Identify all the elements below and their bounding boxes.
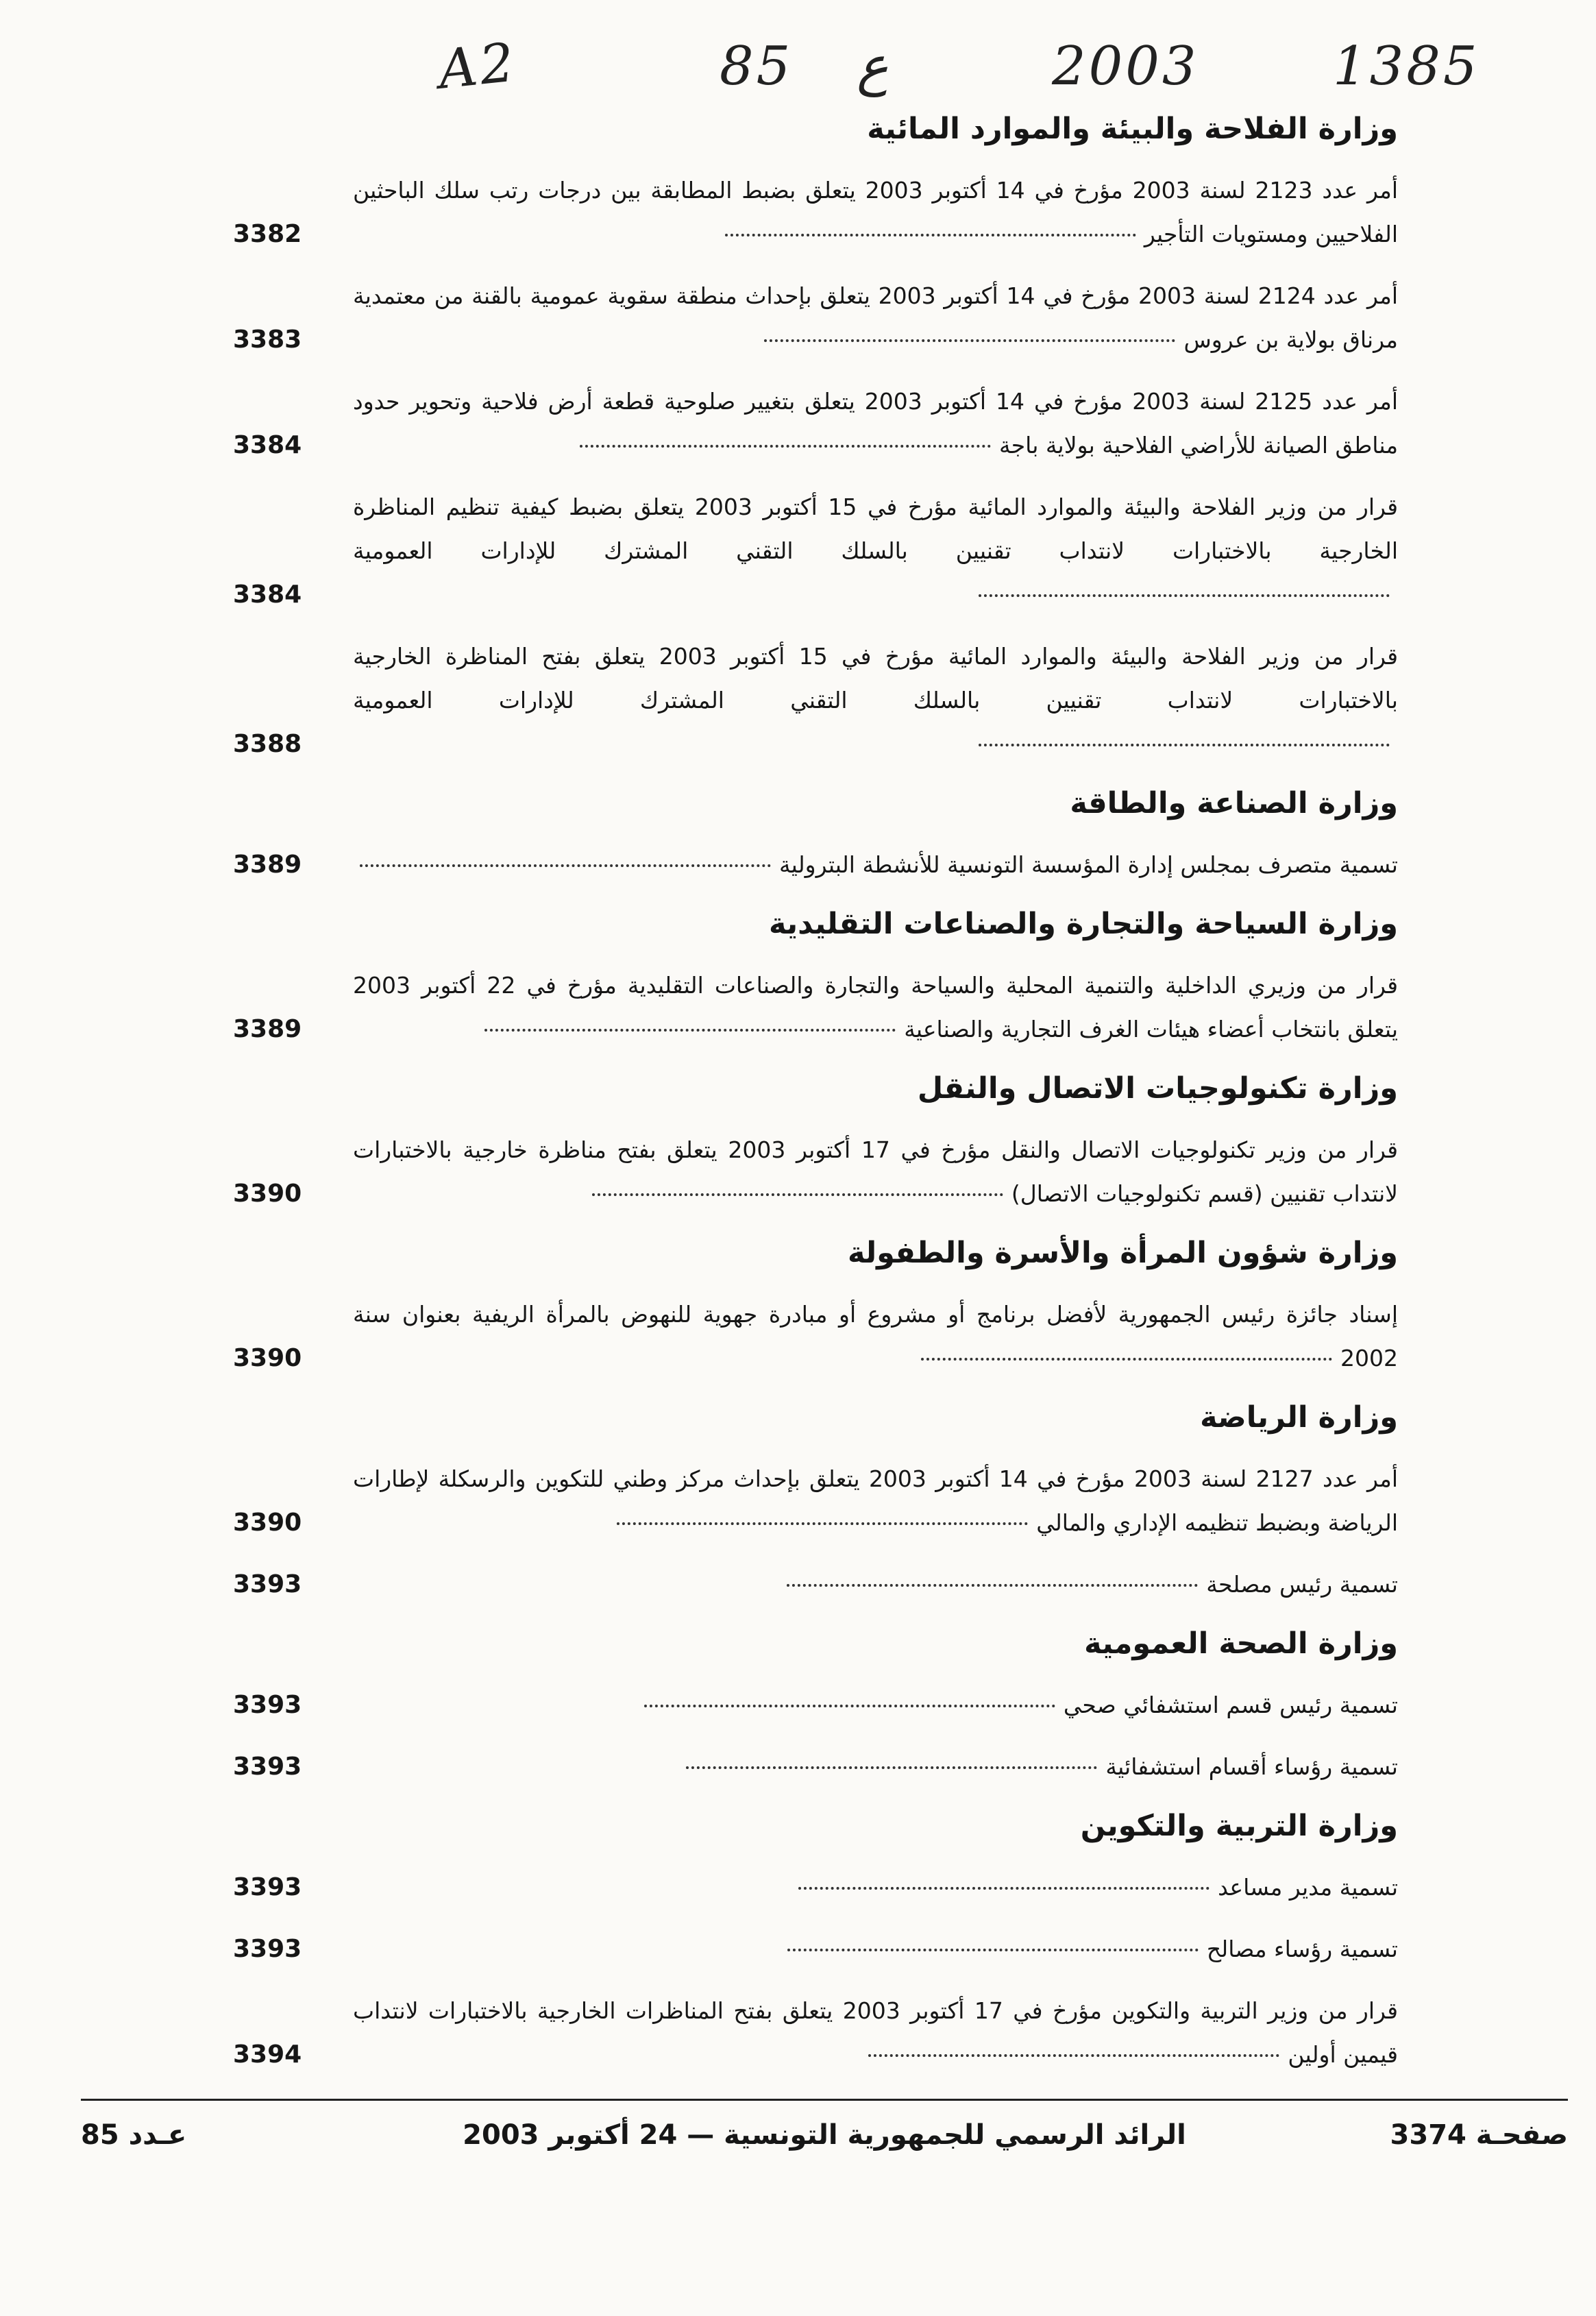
dot-leader (686, 1766, 1097, 1769)
ministry-section (233, 1807, 1398, 2077)
toc-entry (233, 485, 1398, 617)
ministry-title: وزارة الصحة العمومية (1084, 1626, 1398, 1661)
page-number: 3389 (233, 1015, 302, 1043)
ministry-title: وزارة الصناعة والطاقة (1070, 786, 1398, 820)
ministry-title: وزارة التربية والتكوين (1080, 1809, 1398, 1843)
toc-entry (233, 843, 1398, 887)
toc-entry (233, 1293, 1398, 1380)
entry-title: قرار من وزير تكنولوجيات الاتصال والنقل مؤرخ في 17 أكتوبر 2003 يتعلق بفتح مناظرة خارجية بالاختبارات لانتداب تقنيين (قسم تكنولوجيات الاتصال) (353, 1136, 1398, 1207)
page-number: 3393 (233, 1873, 302, 1901)
entry-title: تسمية مدير مساعد (1218, 1874, 1398, 1901)
entry-title: تسمية رؤساء أقسام استشفائية (1105, 1753, 1398, 1780)
page-number: 3382 (233, 220, 302, 248)
toc-entry (233, 169, 1398, 256)
dot-leader (617, 1522, 1028, 1525)
entry-title: تسمية رئيس قسم استشفائي صحي (1063, 1692, 1398, 1718)
page-number: 3390 (233, 1180, 302, 1208)
dot-leader (921, 1358, 1332, 1361)
entry-title: أمر عدد 2124 لسنة 2003 مؤرخ في 14 أكتوبر 2003 يتعلق بإحداث منطقة سقوية عمومية بالقنة من معتمدية مرناق بولاية بن عروس (353, 282, 1399, 353)
toc-entry (233, 964, 1398, 1051)
dot-leader (764, 339, 1175, 342)
page-number: 3390 (233, 1344, 302, 1372)
page-number: 3384 (233, 431, 302, 459)
ministry-title: وزارة السياحة والتجارة والصناعات التقليدية (768, 907, 1398, 941)
ministry-title: وزارة الفلاحة والبيئة والموارد المائية (867, 112, 1398, 146)
page-number: 3393 (233, 1570, 302, 1598)
ministry-section (233, 905, 1398, 1051)
footer-divider (81, 2099, 1568, 2101)
entry-title: قرار من وزير الفلاحة والبيئة والموارد المائية مؤرخ في 15 أكتوبر 2003 يتعلق بضبط كيفية تنظيم المناظرة الخارجية بالاختبارات لانتداب تقنيين بالسلك التقني المشترك للإدارات العمومية (353, 493, 1399, 564)
dot-leader (868, 2054, 1279, 2057)
entry-title: تسمية رئيس مصلحة (1206, 1571, 1398, 1598)
handwritten-letter: ع (857, 36, 889, 97)
toc-entry (233, 1745, 1398, 1789)
ministry-section (233, 110, 1398, 766)
entry-title: أمر عدد 2123 لسنة 2003 مؤرخ في 14 أكتوبر 2003 يتعلق بضبط المطابقة بين درجات رتب سلك الباحثين الفلاحيين ومستويات التأجير (353, 177, 1398, 247)
dot-leader (979, 594, 1390, 597)
page-number: 3389 (233, 851, 302, 879)
dot-leader (644, 1705, 1055, 1707)
dot-leader (979, 744, 1390, 746)
page-number: 3393 (233, 1691, 302, 1719)
toc-entry (233, 1866, 1398, 1910)
ministry-section (233, 784, 1398, 887)
dot-leader (360, 864, 771, 867)
dot-leader (484, 1029, 896, 1032)
entry-title: تسمية رؤساء مصالح (1206, 1936, 1398, 1962)
toc-entry (233, 1128, 1398, 1216)
footer-journal-title: الرائد الرسمي للجمهورية التونسية — 24 أكتوبر 2003 (463, 2119, 1186, 2151)
ministry-title: وزارة تكنولوجيات الاتصال والنقل (917, 1071, 1398, 1106)
ministry-section (233, 1398, 1398, 1607)
entry-title: أمر عدد 2125 لسنة 2003 مؤرخ في 14 أكتوبر 2003 يتعلق بتغيير صلوحية قطعة أرض فلاحية وتحوير حدود مناطق الصيانة للأراضي الفلاحية بولاية باجة (353, 388, 1398, 459)
handwritten-issue: 85 (720, 36, 794, 97)
ministry-section (233, 1234, 1398, 1380)
toc-entry (233, 274, 1398, 362)
page-number: 3393 (233, 1753, 302, 1781)
handwritten-year: 2003 (1052, 36, 1199, 97)
ministry-title: وزارة شؤون المرأة والأسرة والطفولة (847, 1236, 1398, 1270)
toc-entry (233, 380, 1398, 467)
toc-entry (233, 1457, 1398, 1545)
dot-leader (798, 1887, 1210, 1890)
toc-entry (233, 635, 1398, 766)
page-number: 3393 (233, 1935, 302, 1963)
page-number: 3388 (233, 730, 302, 758)
toc-entry (233, 1683, 1398, 1727)
dot-leader (725, 234, 1136, 236)
entry-title: إسناد جائزة رئيس الجمهورية لأفضل برنامج أو مشروع أو مبادرة جهوية للنهوض بالمرأة الريفية بعنوان سنة 2002 (353, 1301, 1398, 1372)
ministry-section (233, 1624, 1398, 1789)
entry-title: قرار من وزيري الداخلية والتنمية المحلية والسياحة والتجارة والصناعات التقليدية مؤرخ في 22 أكتوبر 2003 يتعلق بانتخاب أعضاء هيئات الغرف التجارية والصناعية (353, 972, 1398, 1043)
toc-entry (233, 1563, 1398, 1607)
page-number: 3384 (233, 581, 302, 609)
ministry-title: وزارة الرياضة (1200, 1400, 1398, 1435)
entry-title: أمر عدد 2127 لسنة 2003 مؤرخ في 14 أكتوبر 2003 يتعلق بإحداث مركز وطني للتكوين والرسكلة لإطارات الرياضة وبضبط تنظيمه الإداري والمالي (353, 1465, 1399, 1536)
page-number: 3383 (233, 326, 302, 354)
footer-page-number: صفحـة 3374 (1390, 2119, 1568, 2151)
page-number: 3394 (233, 2040, 302, 2069)
table-of-contents (233, 110, 1398, 2095)
ministry-section (233, 1069, 1398, 1216)
dot-leader (592, 1193, 1003, 1196)
dot-leader (787, 1949, 1199, 1951)
entry-title: تسمية متصرف بمجلس إدارة المؤسسة التونسية للأنشطة البترولية (778, 851, 1398, 878)
entry-title: قرار من وزير التربية والتكوين مؤرخ في 17 أكتوبر 2003 يتعلق بفتح المناظرات الخارجية بالاختبارات لانتداب قيمين أولين (353, 1997, 1398, 2068)
toc-entry (233, 1989, 1398, 2077)
page-number: 3390 (233, 1509, 302, 1537)
handwritten-code: A2 (435, 32, 520, 101)
handwritten-reference: 1385 (1333, 36, 1480, 97)
dot-leader (787, 1584, 1198, 1587)
toc-entry (233, 1927, 1398, 1971)
footer-issue-number: عـدد 85 (81, 2119, 187, 2151)
entry-title: قرار من وزير الفلاحة والبيئة والموارد المائية مؤرخ في 15 أكتوبر 2003 يتعلق بفتح المناظرة الخارجية بالاختبارات لانتداب تقنيين بالسلك التقني المشترك للإدارات العمومية (353, 643, 1399, 714)
page-footer (81, 2119, 1568, 2160)
dot-leader (580, 445, 991, 448)
